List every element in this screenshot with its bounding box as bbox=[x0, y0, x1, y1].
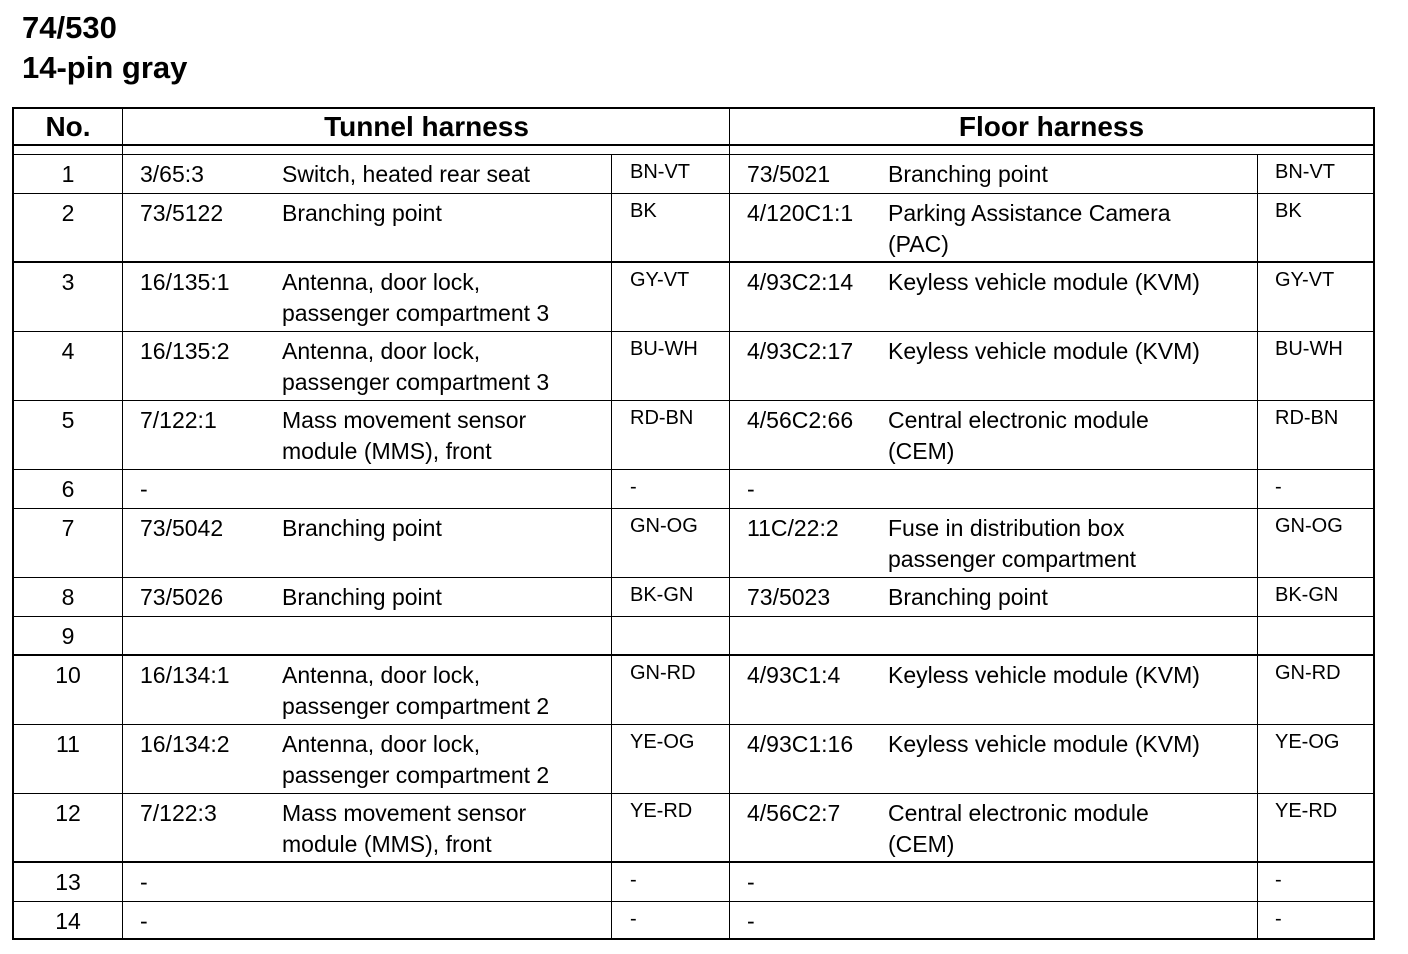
table-row bbox=[14, 794, 1373, 863]
tunnel-code: - bbox=[140, 869, 148, 895]
pin-number: 8 bbox=[61, 584, 75, 610]
tunnel-code: 7/122:3 bbox=[140, 800, 217, 826]
pinout-table bbox=[12, 107, 1375, 940]
tunnel-description: Antenna, door lock, bbox=[282, 662, 481, 688]
tunnel-wire-color: BK bbox=[630, 200, 657, 222]
tunnel-wire-color: BN-VT bbox=[630, 161, 690, 183]
pin-number: 1 bbox=[61, 161, 75, 187]
tunnel-wire-color: - bbox=[630, 908, 637, 930]
floor-code: 4/93C1:4 bbox=[747, 662, 841, 688]
header-floor-harness: Floor harness bbox=[958, 111, 1145, 142]
tunnel-description: Switch, heated rear seat bbox=[282, 161, 531, 187]
floor-description: Fuse in distribution box bbox=[888, 515, 1125, 541]
pin-number: 4 bbox=[61, 338, 75, 364]
connector-id: 74/530 bbox=[22, 10, 117, 45]
connector-description: 14-pin gray bbox=[22, 50, 188, 85]
floor-code: - bbox=[747, 908, 755, 934]
floor-description: Keyless vehicle module (KVM) bbox=[888, 731, 1200, 757]
pin-number: 3 bbox=[61, 269, 75, 295]
floor-code: 4/56C2:7 bbox=[747, 800, 841, 826]
tunnel-description: Branching point bbox=[282, 200, 442, 226]
tunnel-wire-color: YE-RD bbox=[630, 800, 693, 822]
floor-description: (PAC) bbox=[888, 231, 949, 257]
tunnel-code: 73/5026 bbox=[140, 584, 224, 610]
tunnel-description: Branching point bbox=[282, 584, 442, 610]
floor-description: (CEM) bbox=[888, 831, 955, 857]
table-row bbox=[14, 155, 1373, 194]
floor-code: 4/93C2:17 bbox=[747, 338, 854, 364]
tunnel-description: Mass movement sensor bbox=[282, 800, 527, 826]
tunnel-wire-color: YE-OG bbox=[630, 731, 695, 753]
floor-wire-color: GN-RD bbox=[1275, 662, 1341, 684]
column-divider bbox=[611, 155, 612, 938]
floor-wire-color: RD-BN bbox=[1275, 407, 1339, 429]
connector-title bbox=[22, 8, 187, 88]
floor-code: - bbox=[747, 476, 755, 502]
table-row bbox=[14, 263, 1373, 332]
tunnel-wire-color: GN-OG bbox=[630, 515, 698, 537]
floor-wire-color: GY-VT bbox=[1275, 269, 1335, 291]
tunnel-code: 73/5042 bbox=[140, 515, 224, 541]
table-row bbox=[14, 863, 1373, 902]
floor-wire-color: - bbox=[1275, 476, 1282, 498]
table-row bbox=[14, 470, 1373, 509]
floor-description: Keyless vehicle module (KVM) bbox=[888, 662, 1200, 688]
tunnel-description: Antenna, door lock, bbox=[282, 338, 481, 364]
tunnel-description: passenger compartment 2 bbox=[282, 693, 550, 719]
table-row bbox=[14, 401, 1373, 470]
table-row bbox=[14, 902, 1373, 941]
pin-number: 9 bbox=[61, 623, 75, 649]
tunnel-code: 16/134:1 bbox=[140, 662, 230, 688]
tunnel-wire-color: BU-WH bbox=[630, 338, 698, 360]
floor-wire-color: BN-VT bbox=[1275, 161, 1335, 183]
floor-code: 4/120C1:1 bbox=[747, 200, 854, 226]
tunnel-code: 16/135:2 bbox=[140, 338, 230, 364]
table-row bbox=[14, 509, 1373, 578]
floor-code: - bbox=[747, 869, 755, 895]
tunnel-wire-color: GY-VT bbox=[630, 269, 690, 291]
pin-number: 6 bbox=[61, 476, 75, 502]
floor-description: Branching point bbox=[888, 584, 1048, 610]
tunnel-description: module (MMS), front bbox=[282, 438, 492, 464]
floor-wire-color: YE-OG bbox=[1275, 731, 1340, 753]
floor-code: 11C/22:2 bbox=[747, 515, 839, 541]
tunnel-description: module (MMS), front bbox=[282, 831, 492, 857]
table-header bbox=[14, 109, 1373, 146]
tunnel-wire-color: RD-BN bbox=[630, 407, 694, 429]
tunnel-wire-color: - bbox=[630, 869, 637, 891]
floor-wire-color: BU-WH bbox=[1275, 338, 1343, 360]
tunnel-code: 3/65:3 bbox=[140, 161, 204, 187]
floor-code: 4/93C2:14 bbox=[747, 269, 854, 295]
tunnel-code: - bbox=[140, 476, 148, 502]
floor-wire-color: - bbox=[1275, 908, 1282, 930]
table-row bbox=[14, 617, 1373, 656]
tunnel-code: - bbox=[140, 908, 148, 934]
table-row bbox=[14, 578, 1373, 617]
tunnel-wire-color: GN-RD bbox=[630, 662, 696, 684]
floor-code: 4/56C2:66 bbox=[747, 407, 854, 433]
floor-description: (CEM) bbox=[888, 438, 955, 464]
pin-number: 12 bbox=[55, 800, 81, 826]
floor-wire-color: GN-OG bbox=[1275, 515, 1343, 537]
tunnel-description: Mass movement sensor bbox=[282, 407, 527, 433]
tunnel-description: passenger compartment 2 bbox=[282, 762, 550, 788]
table-row bbox=[14, 194, 1373, 263]
pin-number: 11 bbox=[56, 731, 80, 757]
tunnel-description: passenger compartment 3 bbox=[282, 300, 550, 326]
table-row bbox=[14, 725, 1373, 794]
tunnel-wire-color: - bbox=[630, 476, 637, 498]
floor-description: Branching point bbox=[888, 161, 1048, 187]
floor-wire-color: YE-RD bbox=[1275, 800, 1338, 822]
pin-number: 7 bbox=[61, 515, 75, 541]
floor-description: Keyless vehicle module (KVM) bbox=[888, 338, 1200, 364]
tunnel-description: Antenna, door lock, bbox=[282, 269, 481, 295]
tunnel-description: Branching point bbox=[282, 515, 442, 541]
floor-description: Central electronic module bbox=[888, 800, 1149, 826]
table-row bbox=[14, 332, 1373, 401]
floor-description: Central electronic module bbox=[888, 407, 1149, 433]
floor-description: passenger compartment bbox=[888, 546, 1137, 572]
floor-description: Keyless vehicle module (KVM) bbox=[888, 269, 1200, 295]
tunnel-description: passenger compartment 3 bbox=[282, 369, 550, 395]
column-divider bbox=[729, 109, 730, 938]
floor-wire-color: - bbox=[1275, 869, 1282, 891]
tunnel-wire-color: BK-GN bbox=[630, 584, 694, 606]
pin-number: 2 bbox=[61, 200, 75, 226]
header-tunnel-harness: Tunnel harness bbox=[324, 111, 529, 142]
pin-number: 10 bbox=[55, 662, 81, 688]
pin-number: 5 bbox=[61, 407, 75, 433]
tunnel-description: Antenna, door lock, bbox=[282, 731, 481, 757]
tunnel-code: 73/5122 bbox=[140, 200, 224, 226]
floor-code: 4/93C1:16 bbox=[747, 731, 854, 757]
tunnel-code: 16/135:1 bbox=[140, 269, 230, 295]
floor-wire-color: BK bbox=[1275, 200, 1302, 222]
pin-number: 13 bbox=[55, 869, 81, 895]
tunnel-code: 16/134:2 bbox=[140, 731, 230, 757]
pin-number: 14 bbox=[55, 908, 81, 934]
header-spacer bbox=[14, 146, 1373, 155]
column-divider bbox=[1257, 155, 1258, 938]
table-row bbox=[14, 656, 1373, 725]
column-divider bbox=[122, 109, 123, 938]
floor-code: 73/5023 bbox=[747, 584, 831, 610]
header-no: No. bbox=[45, 111, 91, 142]
tunnel-code: 7/122:1 bbox=[140, 407, 217, 433]
floor-description: Parking Assistance Camera bbox=[888, 200, 1171, 226]
floor-wire-color: BK-GN bbox=[1275, 584, 1339, 606]
floor-code: 73/5021 bbox=[747, 161, 831, 187]
